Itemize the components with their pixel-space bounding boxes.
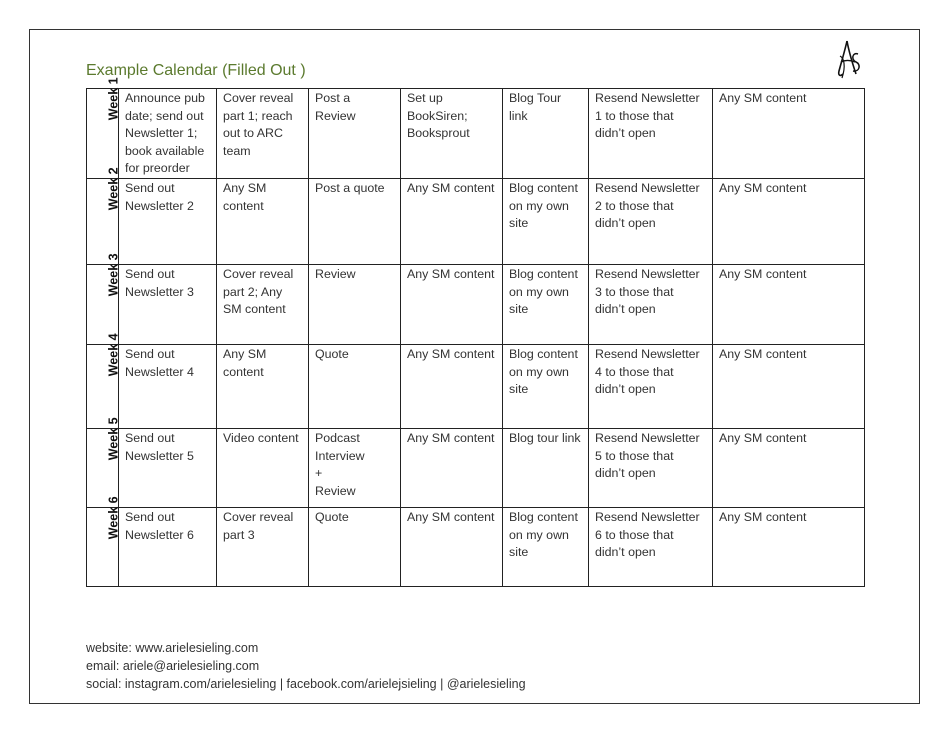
calendar-cell: Cover reveal part 2; Any SM content (217, 264, 309, 344)
calendar-row (87, 428, 865, 507)
calendar-cell: Any SM content (401, 428, 503, 507)
calendar-cell: Any SM content (713, 89, 865, 179)
calendar-cell: Send out Newsletter 5 (119, 428, 217, 507)
calendar-row (87, 89, 865, 179)
calendar-cell: Resend Newsletter 5 to those that didn’t open (589, 428, 713, 507)
calendar-cell: Any SM content (217, 344, 309, 428)
week-label: Week 2 (106, 167, 121, 211)
week-cell (87, 333, 121, 428)
calendar-cell: Cover reveal part 1; reach out to ARC team (217, 89, 309, 179)
calendar-cell: Video content (217, 428, 309, 507)
week-label: Week 5 (106, 417, 121, 461)
calendar-cell: Any SM content (217, 178, 309, 264)
calendar-cell: Any SM content (401, 344, 503, 428)
calendar-cell: Resend Newsletter 6 to those that didn’t open (589, 507, 713, 586)
calendar-cell: Any SM content (713, 344, 865, 428)
calendar-cell: Send out Newsletter 6 (119, 507, 217, 586)
calendar-cell: Any SM content (713, 264, 865, 344)
calendar-cell: Blog content on my own site (503, 178, 589, 264)
week-cell (87, 496, 121, 586)
calendar-cell: Any SM content (713, 507, 865, 586)
footer-email: email: ariele@arielesieling.com (86, 659, 260, 673)
calendar-cell: Resend Newsletter 3 to those that didn’t open (589, 264, 713, 344)
calendar-cell: Any SM content (401, 178, 503, 264)
calendar-table (86, 77, 865, 587)
calendar-cell: Resend Newsletter 2 to those that didn’t open (589, 178, 713, 264)
calendar-cell: Send out Newsletter 2 (119, 178, 217, 264)
calendar-cell: Cover reveal part 3 (217, 507, 309, 586)
calendar-cell: Any SM content (713, 178, 865, 264)
calendar-cell: Podcast Interview + Review (309, 428, 401, 507)
calendar-cell: Review (309, 264, 401, 344)
week-label: Week 3 (106, 253, 121, 297)
calendar-row (87, 264, 865, 344)
calendar-cell: Blog Tour link (503, 89, 589, 179)
calendar-cell: Quote (309, 344, 401, 428)
calendar-cell: Blog tour link (503, 428, 589, 507)
calendar-cell: Any SM content (713, 428, 865, 507)
calendar-cell: Post a quote (309, 178, 401, 264)
calendar-cell: Post a Review (309, 89, 401, 179)
calendar-cell: Blog content on my own site (503, 344, 589, 428)
calendar-row (87, 178, 865, 264)
footer-contact (86, 639, 526, 693)
week-cell (87, 77, 121, 179)
calendar-cell: Send out Newsletter 3 (119, 264, 217, 344)
author-monogram-logo (834, 38, 864, 82)
week-label: Week 1 (106, 77, 121, 121)
calendar-cell: Any SM content (401, 264, 503, 344)
footer-social: social: instagram.com/arielesieling | facebook.com/arielejsieling | @arielesieling (86, 677, 526, 691)
calendar-cell: Blog content on my own site (503, 507, 589, 586)
week-label: Week 4 (106, 333, 121, 377)
calendar-cell: Set up BookSiren; Booksprout (401, 89, 503, 179)
calendar-cell: Blog content on my own site (503, 264, 589, 344)
calendar-cell: Any SM content (401, 507, 503, 586)
calendar-row (87, 507, 865, 586)
document-title: Example Calendar (Filled Out ) (86, 62, 306, 79)
calendar-cell: Announce pub date; send out Newsletter 1; book available for preorder (119, 89, 217, 179)
calendar-cell: Quote (309, 507, 401, 586)
week-label: Week 6 (106, 496, 121, 540)
calendar-cell: Resend Newsletter 1 to those that didn’t open (589, 89, 713, 179)
week-cell (87, 167, 121, 264)
footer-website: website: www.arielesieling.com (86, 641, 259, 655)
calendar-row (87, 344, 865, 428)
calendar-cell: Resend Newsletter 4 to those that didn’t open (589, 344, 713, 428)
calendar-cell: Send out Newsletter 4 (119, 344, 217, 428)
